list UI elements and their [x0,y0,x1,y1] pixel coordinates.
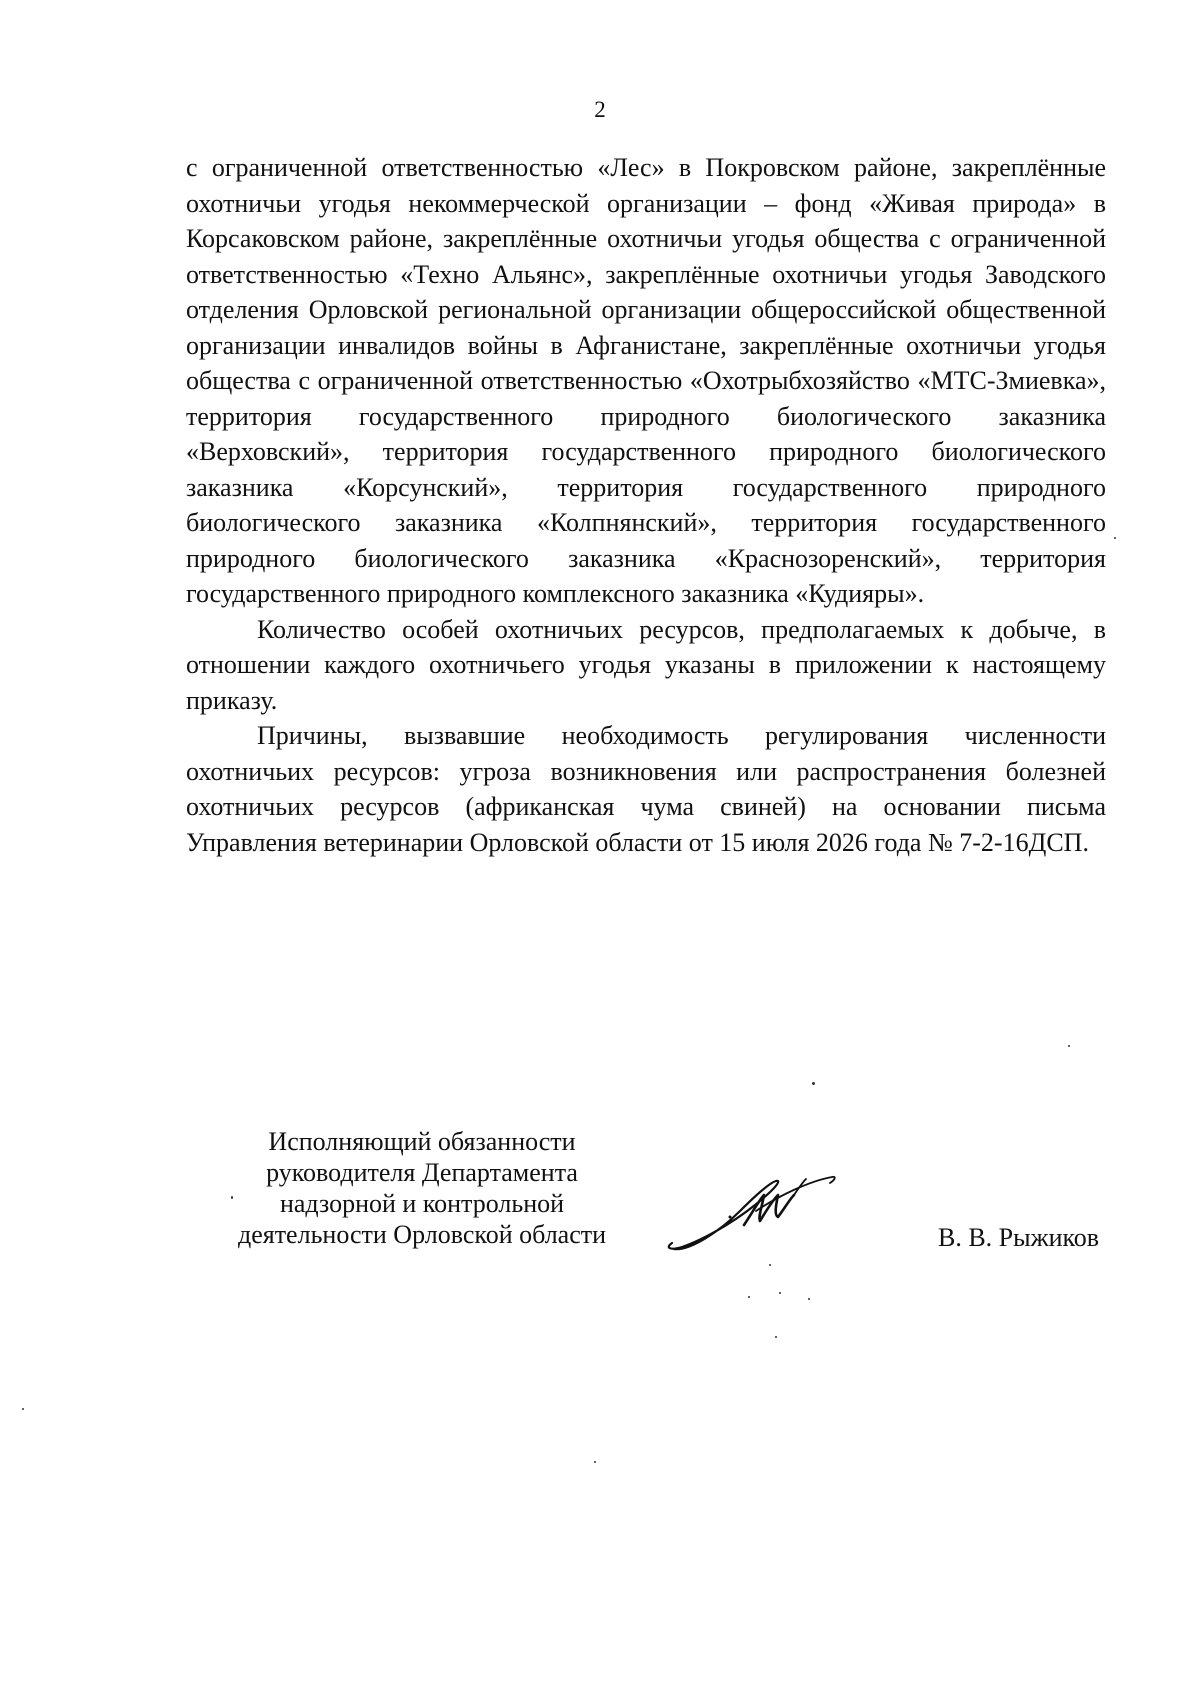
page-number: 2 [594,97,606,122]
scan-speck [769,1264,771,1266]
scan-speck [812,1082,815,1085]
scan-speck [1114,537,1116,539]
document-body [186,150,1106,860]
scan-speck [808,1298,810,1300]
paragraph-quantity: Количество особей охотничьих ресурсов, предполагаемых к добыче, в отношении каждого охотничьего угодья указаны в приложении к настоящему приказу. [186,614,1106,715]
scan-speck [22,1408,24,1410]
position-line: надзорной и контрольной [279,1189,565,1218]
scan-speck [1068,1045,1070,1047]
scan-speck [775,1336,777,1338]
signatory-position [222,1126,622,1250]
handwritten-signature [660,1155,845,1265]
paragraph-territories: с ограниченной ответственностью «Лес» в Покровском районе, закреплённые охотничьи угодья некоммерческой организации – фонд «Живая природа» в Корсаковском районе, закреплённые охотничьи угодья общества с ограниченной ответственностью «Техно Альянс», закреплённые охотничьи угодья Заводского отделения Орловской региональной организации общероссийской общественной организации инвалидов войны в Афганистане, закреплённые охотничьи угодья общества с ограниченной ответственностью «Охотрыбхозяйство «МТС-Змиевка», территория государственного природного биологического заказника «Верховский», территория государственного природного биологического заказника «Корсунский», территория государственного природного биологического заказника «Колпнянский», территория государственного природного биологического заказника «Краснозоренский», территория государственного природного комплексного заказника «Кудияры». [186,153,1106,608]
paragraph-reasons: Причины, вызвавшие необходимость регулирования численности охотничьих ресурсов: угроза возникновения или распространения болезней охотничьих ресурсов (африканская чума свиней) на основании письма Управления ветеринарии Орловской области от 15 июля 2026 года № 7-2-16ДСП. [186,721,1106,857]
scan-speck [748,1296,750,1298]
position-line: руководителя Департамента [266,1158,578,1187]
position-line: Исполняющий обязанности [268,1127,576,1156]
scan-speck [594,1461,596,1463]
scan-speck [779,1292,781,1294]
scan-speck [231,1196,233,1199]
signer-name: В. В. Рыжиков [938,1223,1100,1252]
position-line: деятельности Орловской области [237,1220,607,1249]
